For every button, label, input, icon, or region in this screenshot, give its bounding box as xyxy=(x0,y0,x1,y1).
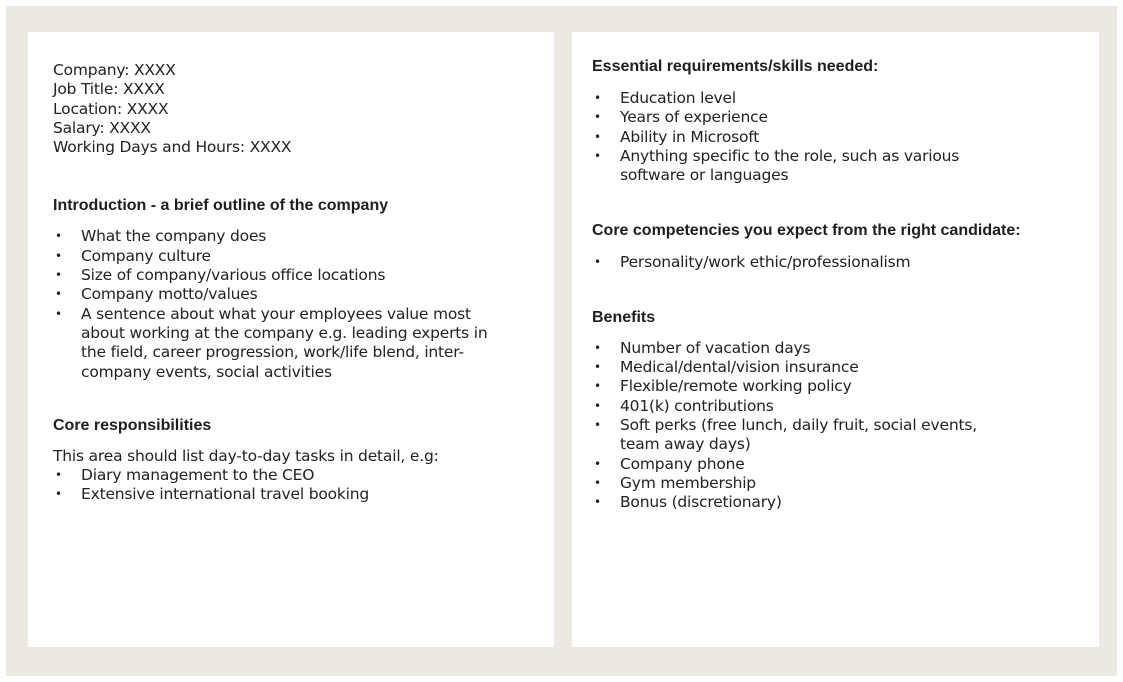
job-meta xyxy=(53,61,554,157)
bullet-icon: • xyxy=(55,229,62,244)
responsibilities-list xyxy=(53,466,498,505)
list-item: • Number of vacation days xyxy=(594,338,811,357)
responsibilities-heading: Core responsibilities xyxy=(53,416,212,434)
list-item: • Anything specific to the role, such as various software or languages xyxy=(594,146,960,185)
list-item: • Company culture xyxy=(55,246,211,265)
bullet-icon: • xyxy=(594,340,601,355)
intro-heading: Introduction - a brief outline of the company xyxy=(53,197,389,215)
list-item: • Education level xyxy=(594,89,736,107)
page-frame xyxy=(6,6,1117,676)
list-item: • Company phone xyxy=(594,454,745,473)
bullet-icon: • xyxy=(594,417,601,432)
company-line: Company: XXXX xyxy=(53,61,176,79)
salary-line: Salary: XXXX xyxy=(53,118,151,137)
working-hours-line: Working Days and Hours: XXXX xyxy=(53,138,292,157)
bullet-icon: • xyxy=(594,360,601,375)
list-item: • Diary management to the CEO xyxy=(55,466,315,485)
list-item: • Gym membership xyxy=(594,473,756,492)
list-item: • Personality/work ethic/professionalism xyxy=(594,253,911,272)
list-item: • Bonus (discretionary) xyxy=(594,493,782,512)
benefits-heading: Benefits xyxy=(592,308,656,326)
list-item: • Flexible/remote working policy xyxy=(594,377,852,396)
bullet-icon: • xyxy=(55,248,62,263)
location-line: Location: XXXX xyxy=(53,99,169,118)
bullet-icon: • xyxy=(594,148,601,163)
list-item: • What the company does xyxy=(55,227,267,246)
bullet-icon: • xyxy=(594,495,601,510)
list-item: • Company motto/values xyxy=(55,285,258,304)
bullet-icon: • xyxy=(594,475,601,490)
list-item: • Soft perks (free lunch, daily fruit, social events, team away days) xyxy=(594,415,977,454)
bullet-icon: • xyxy=(594,110,601,125)
responsibilities-lead: This area should list day-to-day tasks in detail, e.g: xyxy=(53,446,439,465)
list-item: • A sentence about what your employees value most about working at the company e.g. leading experts in the field, career progression, work/life blend, inter-company events, social activities xyxy=(55,304,488,381)
list-item: • Medical/dental/vision insurance xyxy=(594,358,859,377)
bullet-icon: • xyxy=(55,306,62,321)
requirements-heading: Essential requirements/skills needed: xyxy=(592,58,879,75)
list-item: • 401(k) contributions xyxy=(594,396,774,415)
list-item: • Ability in Microsoft xyxy=(594,127,760,146)
list-item: • Size of company/various office locations xyxy=(55,266,386,285)
bullet-icon: • xyxy=(55,287,62,302)
bullet-icon: • xyxy=(594,129,601,144)
bullet-icon: • xyxy=(594,379,601,394)
competencies-heading: Core competencies you expect from the right candidate: xyxy=(592,222,1021,240)
bullet-icon: • xyxy=(594,255,601,270)
left-panel xyxy=(28,32,554,647)
job-title-line: Job Title: XXXX xyxy=(53,80,165,99)
bullet-icon: • xyxy=(594,398,601,413)
list-item: • Years of experience xyxy=(594,108,768,127)
bullet-icon: • xyxy=(594,456,601,471)
intro-list xyxy=(53,227,498,381)
bullet-icon: • xyxy=(55,487,62,502)
benefits-list xyxy=(592,339,1012,513)
bullet-icon: • xyxy=(594,91,601,105)
right-panel xyxy=(572,32,1099,647)
bullet-icon: • xyxy=(55,468,62,483)
list-item: • Extensive international travel booking xyxy=(55,485,370,504)
bullet-icon: • xyxy=(55,268,62,283)
requirements-list xyxy=(592,89,1012,185)
competencies-list xyxy=(592,253,1012,272)
